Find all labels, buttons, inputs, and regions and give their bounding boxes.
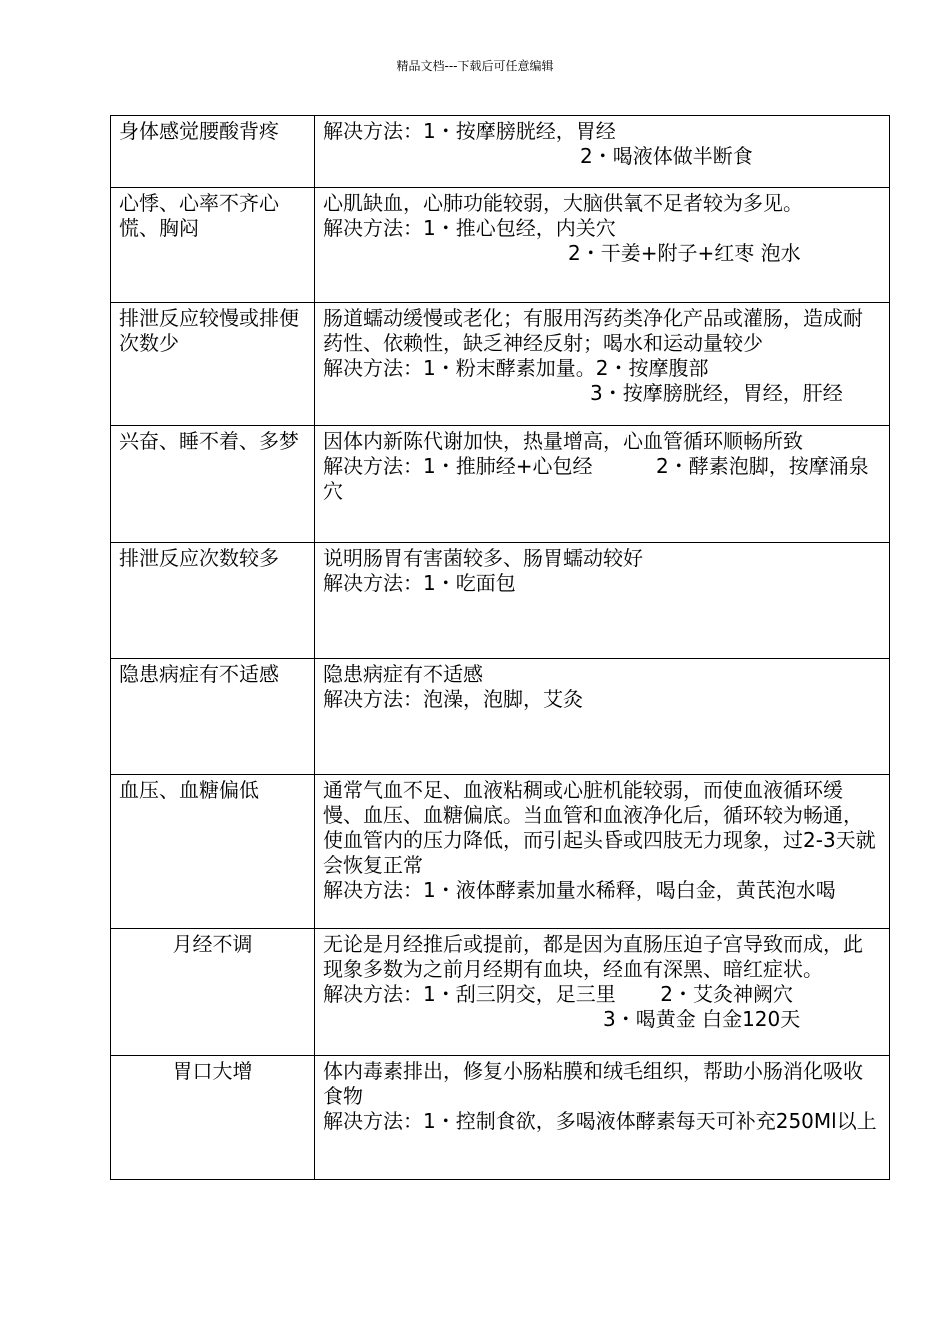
solution-line: 3・按摩膀胱经，胃经，肝经 xyxy=(590,381,843,405)
symptom-cell xyxy=(111,1056,315,1180)
symptom-text: 排泄反应较慢或排便次数少 xyxy=(119,306,299,355)
table-row xyxy=(111,426,890,543)
solution-cell xyxy=(315,543,890,659)
solution-line: 解决方法：1・控制食欲，多喝液体酵素每天可补充250Ml以上 xyxy=(323,1109,877,1133)
solution-line: 隐患病症有不适感 xyxy=(323,662,483,686)
solution-line: 通常气血不足、血液粘稠或心脏机能较弱，而使血液循环缓慢、血压、血糖偏底。当血管和血液净化后，循环较为畅通，使血管内的压力降低，而引起头昏或四肢无力现象，过2-3天就会恢复正常 xyxy=(323,778,876,877)
solution-line: 因体内新陈代谢加快，热量增高，心血管循环顺畅所致 xyxy=(323,429,803,453)
solution-line: 解决方法：1・液体酵素加量水稀释，喝白金，黄芪泡水喝 xyxy=(323,878,836,902)
table-row xyxy=(111,188,890,303)
symptom-text: 月经不调 xyxy=(172,932,253,956)
solution-line: 解决方法：1・刮三阴交，足三里 2・艾灸神阙穴 xyxy=(323,982,793,1006)
symptom-text: 心悸、心率不齐心慌、胸闷 xyxy=(119,191,279,240)
solution-line: 解决方法：1・推心包经，内关穴 xyxy=(323,216,616,240)
solution-line: 说明肠胃有害菌较多、肠胃蠕动较好 xyxy=(323,546,643,570)
symptom-table xyxy=(110,115,890,1180)
symptom-text: 隐患病症有不适感 xyxy=(119,662,279,686)
table-row xyxy=(111,929,890,1056)
symptom-cell xyxy=(111,426,315,543)
solution-line: 解决方法：泡澡，泡脚，艾灸 xyxy=(323,687,583,711)
symptom-text: 胃口大增 xyxy=(172,1059,253,1083)
solution-line: 无论是月经推后或提前，都是因为直肠压迫子宫导致而成，此现象多数为之前月经期有血块，经血有深黑、暗红症状。 xyxy=(323,932,863,981)
symptom-cell xyxy=(111,303,315,426)
symptom-text: 兴奋、睡不着、多梦 xyxy=(119,429,299,453)
table-row xyxy=(111,775,890,929)
solution-line: 2・喝液体做半断食 xyxy=(580,144,753,168)
table-row xyxy=(111,543,890,659)
solution-cell xyxy=(315,929,890,1056)
table-row xyxy=(111,303,890,426)
solution-line: 肠道蠕动缓慢或老化；有服用泻药类净化产品或灌肠，造成耐药性、依赖性，缺乏神经反射；喝水和运动量较少 xyxy=(323,306,863,355)
symptom-cell xyxy=(111,543,315,659)
solution-cell xyxy=(315,303,890,426)
solution-line: 心肌缺血，心肺功能较弱，大脑供氧不足者较为多见。 xyxy=(323,191,803,215)
symptom-cell xyxy=(111,116,315,188)
symptom-cell xyxy=(111,659,315,775)
solution-cell xyxy=(315,659,890,775)
symptom-text: 身体感觉腰酸背疼 xyxy=(119,119,279,143)
solution-line: 解决方法：1・按摩膀胱经，胃经 xyxy=(323,119,616,143)
solution-cell xyxy=(315,1056,890,1180)
solution-line: 解决方法：1・推肺经+心包经 2・酵素泡脚，按摩涌泉穴 xyxy=(323,454,869,503)
symptom-text: 排泄反应次数较多 xyxy=(119,546,279,570)
table-row xyxy=(111,1056,890,1180)
solution-cell xyxy=(315,188,890,303)
solution-line: 2・干姜+附子+红枣 泡水 xyxy=(568,241,801,265)
symptom-cell xyxy=(111,929,315,1056)
solution-line: 解决方法：1・粉末酵素加量。2・按摩腹部 xyxy=(323,356,709,380)
page-header: 精品文档---下载后可任意编辑 xyxy=(396,59,554,73)
table-row xyxy=(111,659,890,775)
solution-line: 体内毒素排出，修复小肠粘膜和绒毛组织，帮助小肠消化吸收食物 xyxy=(323,1059,863,1108)
symptom-cell xyxy=(111,775,315,929)
solution-line: 解决方法：1・吃面包 xyxy=(323,571,516,595)
symptom-text: 血压、血糖偏低 xyxy=(119,778,259,802)
solution-line: 3・喝黄金 白金120天 xyxy=(603,1007,801,1031)
table-row xyxy=(111,116,890,188)
symptom-cell xyxy=(111,188,315,303)
solution-cell xyxy=(315,775,890,929)
solution-cell xyxy=(315,426,890,543)
solution-cell xyxy=(315,116,890,188)
